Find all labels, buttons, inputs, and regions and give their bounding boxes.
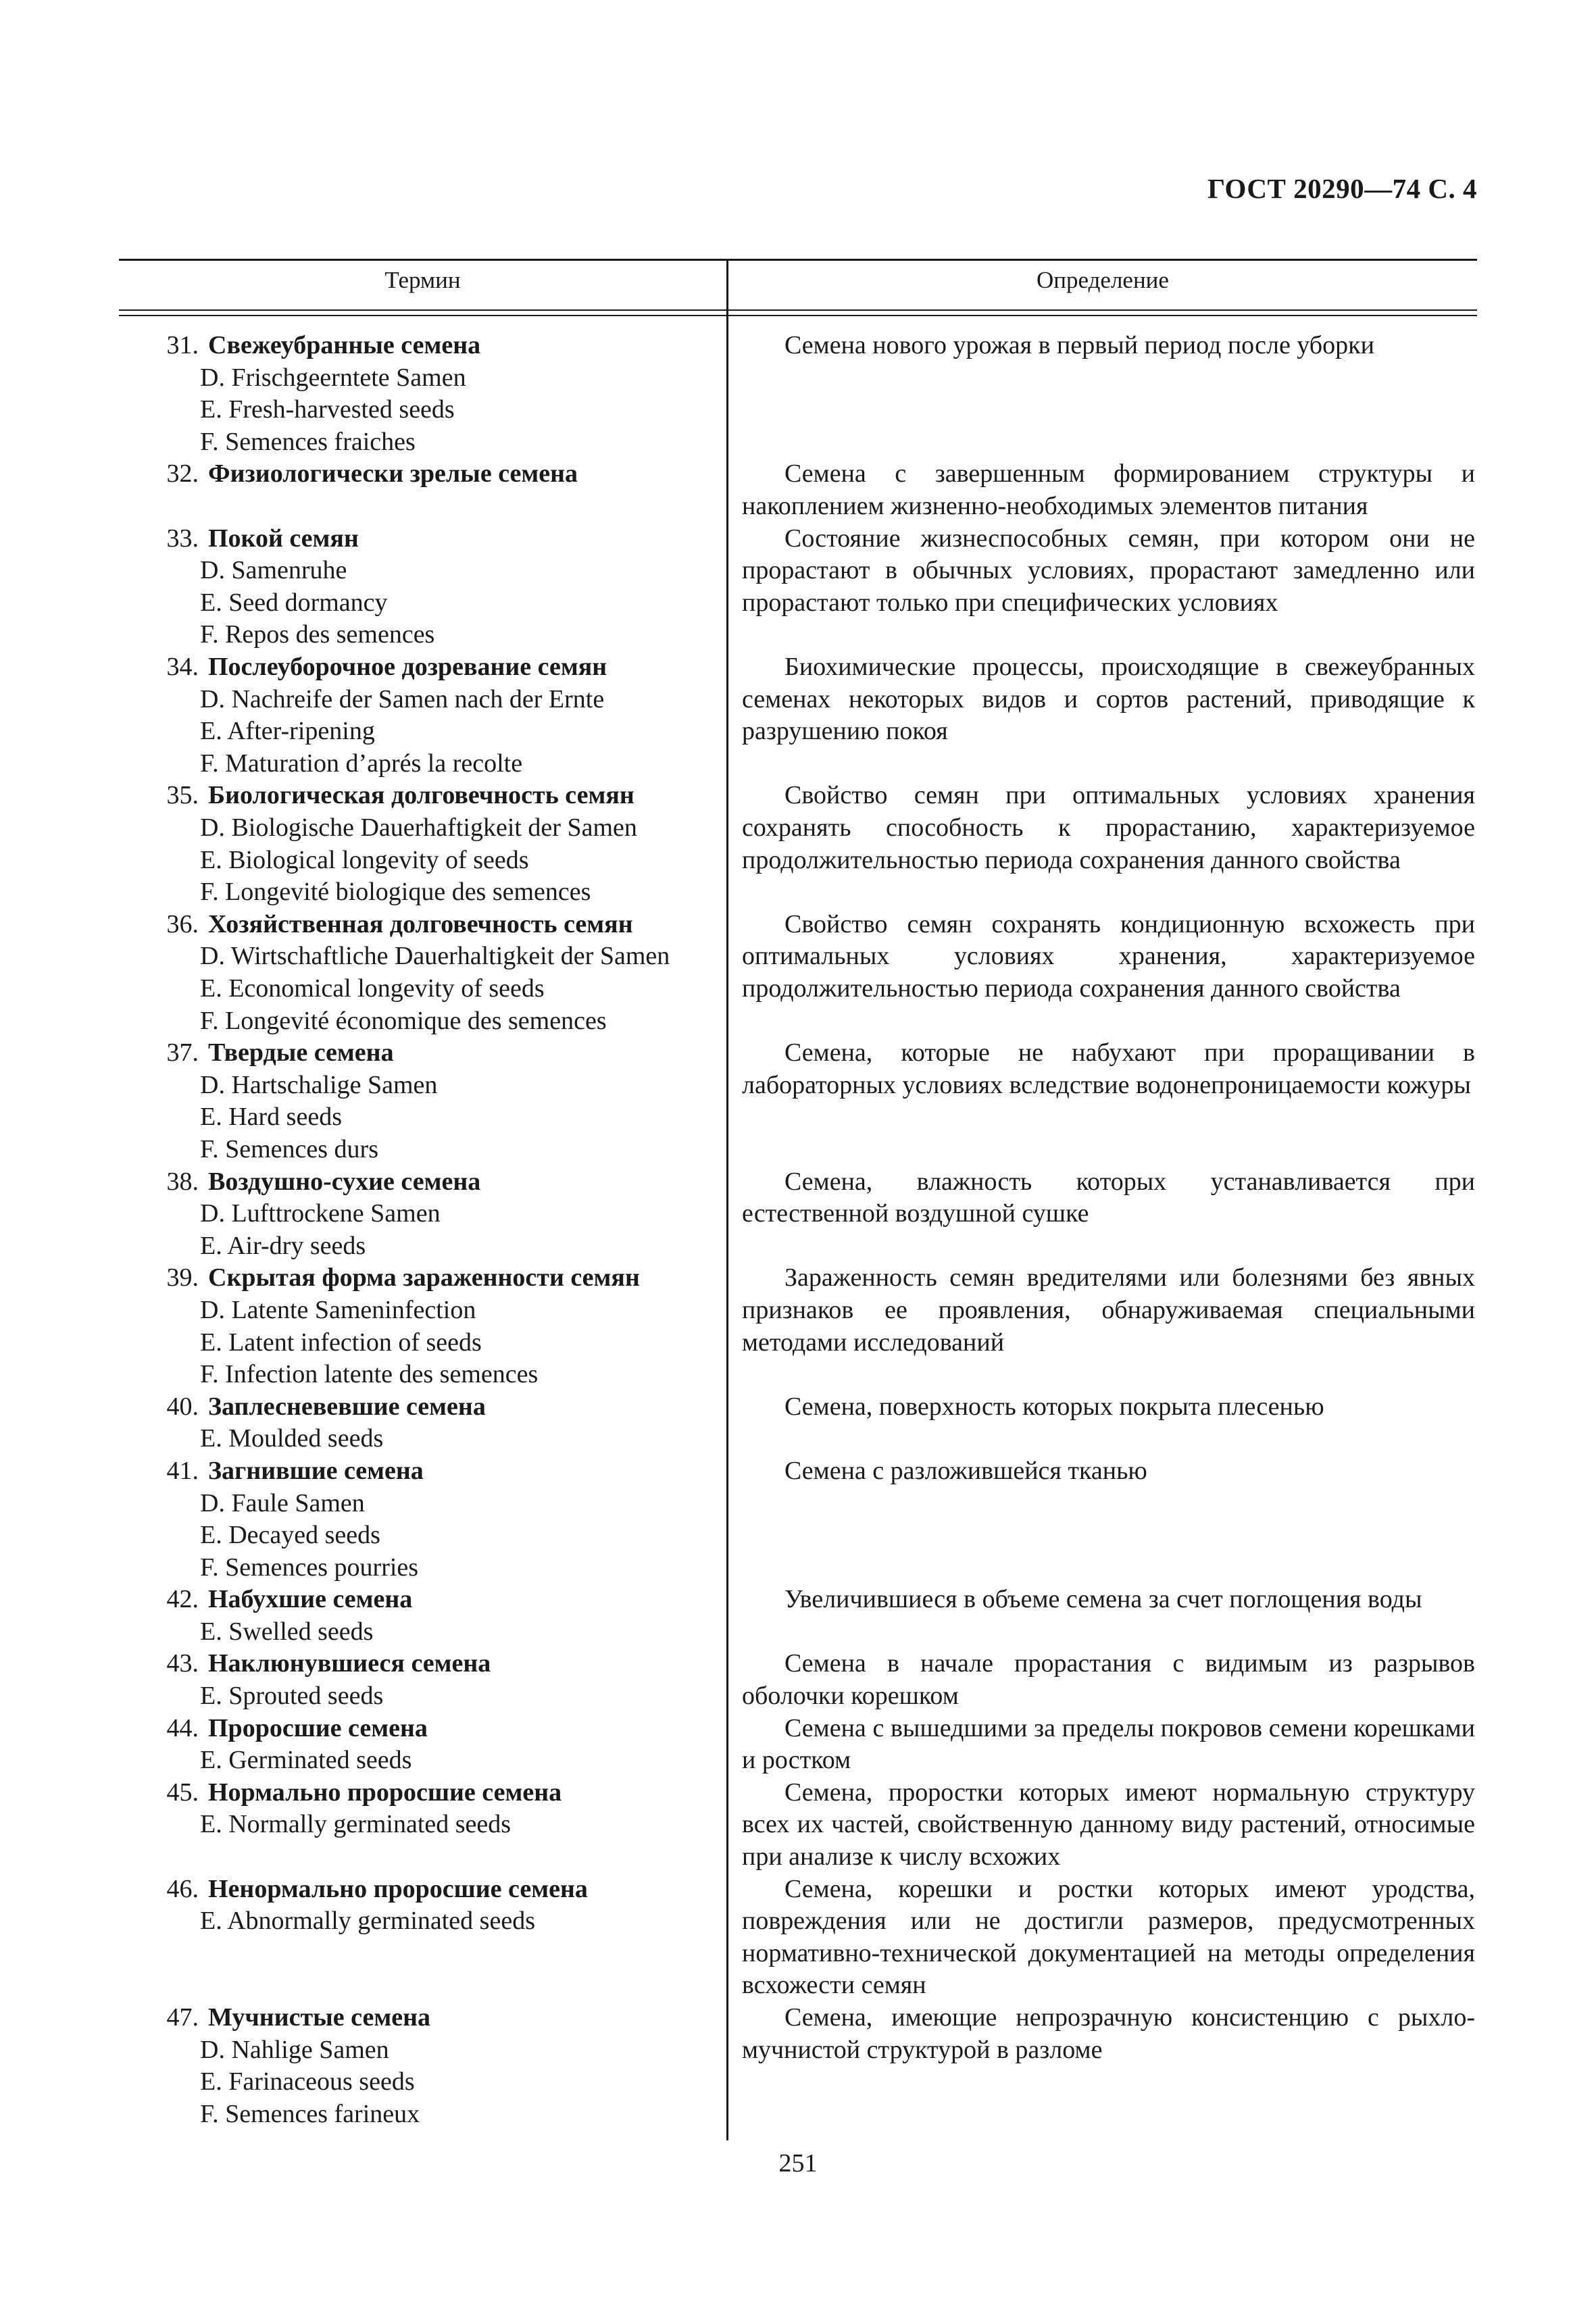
term-foreign-equivalent: D. Lufttrockene Samen (200, 1199, 441, 1228)
term-cell (128, 1455, 723, 1584)
term-russian: Мучнистые семена (208, 2003, 430, 2032)
term-foreign-equivalent: D. Wirtschaftliche Dauerhaltigkeit der Samen (200, 942, 670, 971)
table-row (0, 458, 1596, 522)
table-row (0, 1584, 1596, 1648)
term-foreign-equivalent: E. Farinaceous seeds (200, 2067, 415, 2096)
term-russian: Наклюнувшиеся семена (208, 1649, 491, 1678)
term-heading (128, 2002, 723, 2034)
table-row (0, 651, 1596, 780)
term-foreign-equivalent: D. Latente Sameninfection (200, 1295, 476, 1324)
term-heading (128, 1584, 723, 1616)
term-number: 36. (166, 909, 199, 938)
term-definition: Состояние жизнеспособных семян, при котором они не прорастают в обычных условиях, прорастают замедленно или прорастают только при специфических условиях (742, 524, 1475, 617)
term-number: 31. (166, 331, 199, 359)
term-number: 41. (166, 1456, 199, 1485)
term-foreign-equivalent: E. Air-dry seeds (200, 1231, 366, 1260)
term-russian: Послеуборочное дозревание семян (208, 652, 607, 681)
term-cell (128, 1584, 723, 1648)
table-row (0, 1873, 1596, 2002)
term-definition: Семена с вышедшими за пределы покровов семени корешками и ростком (742, 1713, 1475, 1775)
term-russian: Скрытая форма зараженности семян (208, 1263, 640, 1292)
term-number: 47. (166, 2003, 199, 2032)
term-heading (128, 523, 723, 555)
term-russian: Твердые семена (208, 1038, 394, 1067)
term-heading (128, 1391, 723, 1424)
term-cell (128, 458, 723, 491)
term-definition: Семена, влажность которых устанавливается при естественной воздушной сушке (742, 1167, 1475, 1228)
term-number: 46. (166, 1874, 199, 1903)
term-foreign-equivalent: E. Abnormally germinated seeds (200, 1907, 535, 1936)
table-row (0, 1037, 1596, 1165)
column-header-definition: Определение (1037, 267, 1169, 293)
table-top-rule (119, 259, 1477, 261)
term-number: 34. (166, 652, 199, 681)
term-russian: Загнившие семена (208, 1456, 424, 1485)
term-cell (128, 1262, 723, 1390)
table-row (0, 1455, 1596, 1584)
term-russian: Набухшие семена (208, 1585, 413, 1614)
term-heading (128, 1777, 723, 1809)
term-definition: Семена, проростки которых имеют нормальную структуру всех их частей, свойственную данному виду растений, относимые при анализе к числу всхожих (742, 1778, 1475, 1871)
term-foreign-equivalent: F. Semences fraiches (200, 427, 416, 456)
term-cell (128, 1777, 723, 1841)
term-definition: Свойство семян сохранять кондиционную всхожесть при оптимальных условиях хранения, характеризуемое продолжительностью периода сохранения данного свойства (742, 909, 1475, 1003)
term-foreign-equivalent: D. Nachreife der Samen nach der Ernte (200, 684, 605, 713)
term-definition: Семена, которые не набухают при проращивании в лабораторных условиях вследствие водонепроницаемости кожуры (742, 1038, 1475, 1099)
term-russian: Ненормально проросшие семена (208, 1874, 588, 1903)
term-foreign-equivalent: E. Economical longevity of seeds (200, 974, 545, 1003)
term-heading (128, 1873, 723, 1906)
term-definition: Семена с завершенным формированием структуры и накоплением жизненно-необходимых элементов питания (742, 459, 1475, 520)
term-russian: Хозяйственная долговечность семян (208, 909, 633, 938)
table-row (0, 2002, 1596, 2130)
term-number: 40. (166, 1392, 199, 1421)
term-definition: Семена, поверхность которых покрыта плесенью (784, 1392, 1324, 1421)
term-heading (128, 909, 723, 941)
term-cell (128, 2002, 723, 2130)
term-foreign-equivalent: F. Longevité biologique des semences (200, 878, 591, 907)
term-number: 33. (166, 524, 199, 553)
term-number: 38. (166, 1167, 199, 1196)
term-cell (128, 651, 723, 780)
term-russian: Биологическая долговечность семян (208, 781, 634, 810)
term-definition: Увеличившиеся в объеме семена за счет поглощения воды (784, 1585, 1422, 1614)
term-foreign-equivalent: E. Moulded seeds (200, 1424, 384, 1453)
term-definition: Семена с разложившейся тканью (784, 1456, 1147, 1485)
term-heading (128, 1648, 723, 1680)
table-row (0, 1166, 1596, 1263)
term-heading (128, 651, 723, 684)
term-definition: Семена нового урожая в первый период после уборки (784, 331, 1374, 359)
term-cell (128, 780, 723, 908)
term-foreign-equivalent: D. Faule Samen (200, 1488, 365, 1517)
term-heading (128, 1037, 723, 1070)
term-foreign-equivalent: D. Biologische Dauerhaftigkeit der Samen (200, 813, 637, 842)
term-foreign-equivalent: F. Longevité économique des semences (200, 1006, 607, 1035)
table-row (0, 1391, 1596, 1455)
term-russian: Нормально проросшие семена (208, 1778, 562, 1807)
term-russian: Заплесневевшие семена (208, 1392, 486, 1421)
term-cell (128, 1037, 723, 1165)
term-definition: Зараженность семян вредителями или болезнями без явных признаков ее проявления, обнаруживаемая специальными методами исследований (742, 1263, 1475, 1357)
term-foreign-equivalent: E. Fresh-harvested seeds (200, 395, 455, 424)
table-row (0, 909, 1596, 1037)
header-double-rule-upper (119, 309, 1477, 311)
term-foreign-equivalent: E. Seed dormancy (200, 588, 388, 617)
terms-table-body (0, 330, 1596, 2130)
term-number: 43. (166, 1649, 199, 1678)
term-heading (128, 458, 723, 491)
term-number: 39. (166, 1263, 199, 1292)
term-cell (128, 1713, 723, 1777)
term-definition: Семена, корешки и ростки которых имеют уродства, повреждения или не достигли размеров, предусмотренных нормативно-технической документацией на методы определения всхожести семян (742, 1874, 1475, 2000)
column-header-term: Термин (384, 267, 461, 293)
term-foreign-equivalent: E. Latent infection of seeds (200, 1328, 482, 1357)
term-heading (128, 1713, 723, 1745)
term-number: 32. (166, 459, 199, 488)
term-foreign-equivalent: F. Maturation d’aprés la recolte (200, 749, 523, 778)
table-row (0, 780, 1596, 908)
term-definition: Биохимические процессы, происходящие в свежеубранных семенах некоторых видов и сортов растений, приводящие к разрушению покоя (742, 652, 1475, 746)
table-row (0, 1262, 1596, 1390)
table-row (0, 1777, 1596, 1873)
term-foreign-equivalent: E. Biological longevity of seeds (200, 845, 529, 874)
term-cell (128, 330, 723, 458)
document-header: ГОСТ 20290—74 С. 4 (1207, 173, 1477, 204)
term-foreign-equivalent: F. Semences durs (200, 1134, 378, 1163)
page-number: 251 (778, 2149, 818, 2178)
header-double-rule-lower (119, 315, 1477, 316)
table-row (0, 330, 1596, 458)
term-definition: Семена в начале прорастания с видимым из разрывов оболочки корешком (742, 1649, 1475, 1711)
term-number: 42. (166, 1585, 199, 1614)
term-foreign-equivalent: D. Nahlige Samen (200, 2035, 389, 2064)
term-foreign-equivalent: F. Infection latente des semences (200, 1360, 539, 1389)
term-foreign-equivalent: F. Semences pourries (200, 1553, 419, 1582)
term-heading (128, 1262, 723, 1294)
term-heading (128, 1166, 723, 1199)
term-russian: Проросшие семена (208, 1713, 428, 1742)
term-foreign-equivalent: E. Hard seeds (200, 1103, 342, 1132)
term-cell (128, 1166, 723, 1263)
table-row (0, 523, 1596, 651)
term-heading (128, 330, 723, 362)
term-definition: Свойство семян при оптимальных условиях хранения сохранять способность к прорастанию, характеризуемое продолжительностью периода сохранения данного свойства (742, 781, 1475, 874)
term-foreign-equivalent: F. Semences farineux (200, 2099, 420, 2128)
term-foreign-equivalent: E. Swelled seeds (200, 1617, 374, 1646)
term-number: 37. (166, 1038, 199, 1067)
term-heading (128, 1455, 723, 1488)
term-foreign-equivalent: E. Germinated seeds (200, 1746, 412, 1775)
term-russian: Воздушно-сухие семена (208, 1167, 481, 1196)
term-definition: Семена, имеющие непрозрачную консистенцию с рыхло-мучнистой структурой в разломе (742, 2003, 1475, 2064)
term-foreign-equivalent: D. Hartschalige Samen (200, 1070, 438, 1099)
term-cell (128, 1873, 723, 1938)
term-cell (128, 1391, 723, 1455)
table-row (0, 1713, 1596, 1777)
term-russian: Физиологически зрелые семена (208, 459, 578, 488)
term-foreign-equivalent: F. Repos des semences (200, 620, 435, 649)
term-foreign-equivalent: E. After-ripening (200, 717, 375, 746)
term-number: 44. (166, 1713, 199, 1742)
term-foreign-equivalent: D. Samenruhe (200, 556, 347, 585)
term-heading (128, 780, 723, 812)
term-russian: Свежеубранные семена (208, 331, 481, 359)
term-russian: Покой семян (208, 524, 359, 553)
term-number: 35. (166, 781, 199, 810)
term-cell (128, 523, 723, 651)
table-row (0, 1648, 1596, 1712)
term-cell (128, 1648, 723, 1712)
term-cell (128, 909, 723, 1037)
term-foreign-equivalent: E. Normally germinated seeds (200, 1810, 512, 1839)
term-foreign-equivalent: E. Sprouted seeds (200, 1682, 384, 1711)
term-foreign-equivalent: D. Frischgeerntete Samen (200, 363, 466, 392)
term-number: 45. (166, 1778, 199, 1807)
term-foreign-equivalent: E. Decayed seeds (200, 1521, 380, 1550)
